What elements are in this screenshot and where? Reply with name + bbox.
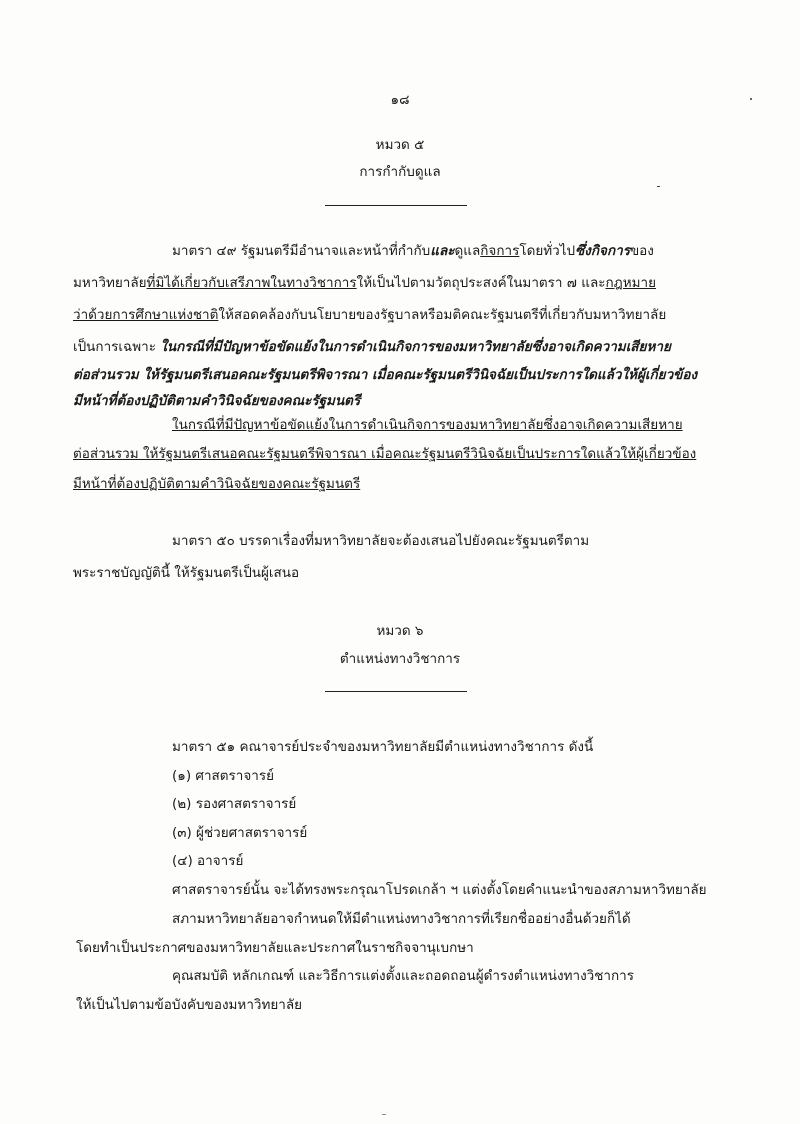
amended-line-3: มีหน้าที่ต้องปฏิบัติตามคำวินิจฉัยของคณะรัฐมนตรี — [73, 476, 361, 492]
scan-speck — [382, 1114, 386, 1115]
amended-line-2: ต่อส่วนรวม ให้รัฐมนตรีเสนอคณะรัฐมนตรีพิจารณา เมื่อคณะรัฐมนตรีวินิจฉัยเป็นประการใดแล้วให้ผู้เกี่ยวข้อง — [73, 446, 697, 462]
section-49-line-2: มหาวิทยาลัยที่มิได้เกี่ยวกับเสรีภาพในทางวิชาการให้เป็นไปตามวัตถุประสงค์ในมาตรา ๗ และกฎหมาย — [73, 275, 656, 291]
section-51-item-1: (๑) ศาสตราจารย์ — [172, 768, 275, 784]
chapter-5-subtitle: การกำกับดูแล — [359, 164, 441, 180]
section-51-item-3: (๓) ผู้ช่วยศาสตราจารย์ — [172, 825, 308, 841]
section-51-intro: มาตรา ๕๑ คณาจารย์ประจำของมหาวิทยาลัยมีตำแหน่งทางวิชาการ ดังนี้ — [172, 739, 594, 755]
chapter-5-divider — [325, 205, 467, 206]
chapter-5-title: หมวด ๕ — [375, 137, 425, 153]
chapter-6-subtitle: ตำแหน่งทางวิชาการ — [339, 651, 461, 667]
chapter-6-title: หมวด ๖ — [376, 623, 424, 639]
section-50-line-2: พระราชบัญญัตินี้ ให้รัฐมนตรีเป็นผู้เสนอ — [73, 565, 300, 581]
section-50-line-1: มาตรา ๕๐ บรรดาเรื่องที่มหาวิทยาลัยจะต้องเสนอไปยังคณะรัฐมนตรีตาม — [172, 533, 590, 549]
section-51-item-2: (๒) รองศาสตราจารย์ — [172, 796, 297, 812]
section-49-line-3: ว่าด้วยการศึกษาแห่งชาติให้สอดคล้องกับนโยบายของรัฐบาลหรือมติคณะรัฐมนตรีที่เกี่ยวกับมหาวิทยาลัย — [73, 307, 667, 323]
chapter-6-divider — [325, 691, 467, 692]
scan-speck — [657, 186, 660, 187]
scan-speck — [750, 98, 752, 100]
section-51-para-3-line-2: ให้เป็นไปตามข้อบังคับของมหาวิทยาลัย — [76, 997, 303, 1013]
section-49-line-4: เป็นการเฉพาะ ในกรณีที่มีปัญหาข้อขัดแย้งในการดำเนินกิจการของมหาวิทยาลัยซึ่งอาจเกิดความเสียหาย — [73, 339, 671, 355]
section-49-line-6-struck: มีหน้าที่ต้องปฏิบัติตามคำวินิจฉัยของคณะรัฐมนตรี — [73, 393, 361, 409]
section-49-line-1: มาตรา ๔๙ รัฐมนตรีมีอำนาจและหน้าที่กำกับและดูแลกิจการโดยทั่วไปซึ่งกิจการของ — [172, 243, 654, 259]
section-51-para-1: ศาสตราจารย์นั้น จะได้ทรงพระกรุณาโปรดเกล้า ฯ แต่งตั้งโดยคำแนะนำของสภามหาวิทยาลัย — [172, 882, 707, 898]
section-51-para-2-line-2: โดยทำเป็นประกาศของมหาวิทยาลัยและประกาศในราชกิจจานุเบกษา — [76, 940, 474, 956]
section-51-para-3-line-1: คุณสมบัติ หลักเกณฑ์ และวิธีการแต่งตั้งและถอดถอนผู้ดำรงตำแหน่งทางวิชาการ — [172, 968, 634, 984]
page-number: ๑๘ — [390, 92, 410, 108]
amended-line-1: ในกรณีที่มีปัญหาข้อขัดแย้งในการดำเนินกิจการของมหาวิทยาลัยซึ่งอาจเกิดความเสียหาย — [172, 417, 683, 433]
section-51-item-4: (๔) อาจารย์ — [172, 853, 244, 869]
section-49-line-5-struck: ต่อส่วนรวม ให้รัฐมนตรีเสนอคณะรัฐมนตรีพิจารณา เมื่อคณะรัฐมนตรีวินิจฉัยเป็นประการใดแล้วให้ผู้เกี่ยวข้อง — [73, 367, 698, 383]
section-51-para-2-line-1: สภามหาวิทยาลัยอาจกำหนดให้มีตำแหน่งทางวิชาการที่เรียกชื่ออย่างอื่นด้วยก็ได้ — [172, 911, 631, 927]
